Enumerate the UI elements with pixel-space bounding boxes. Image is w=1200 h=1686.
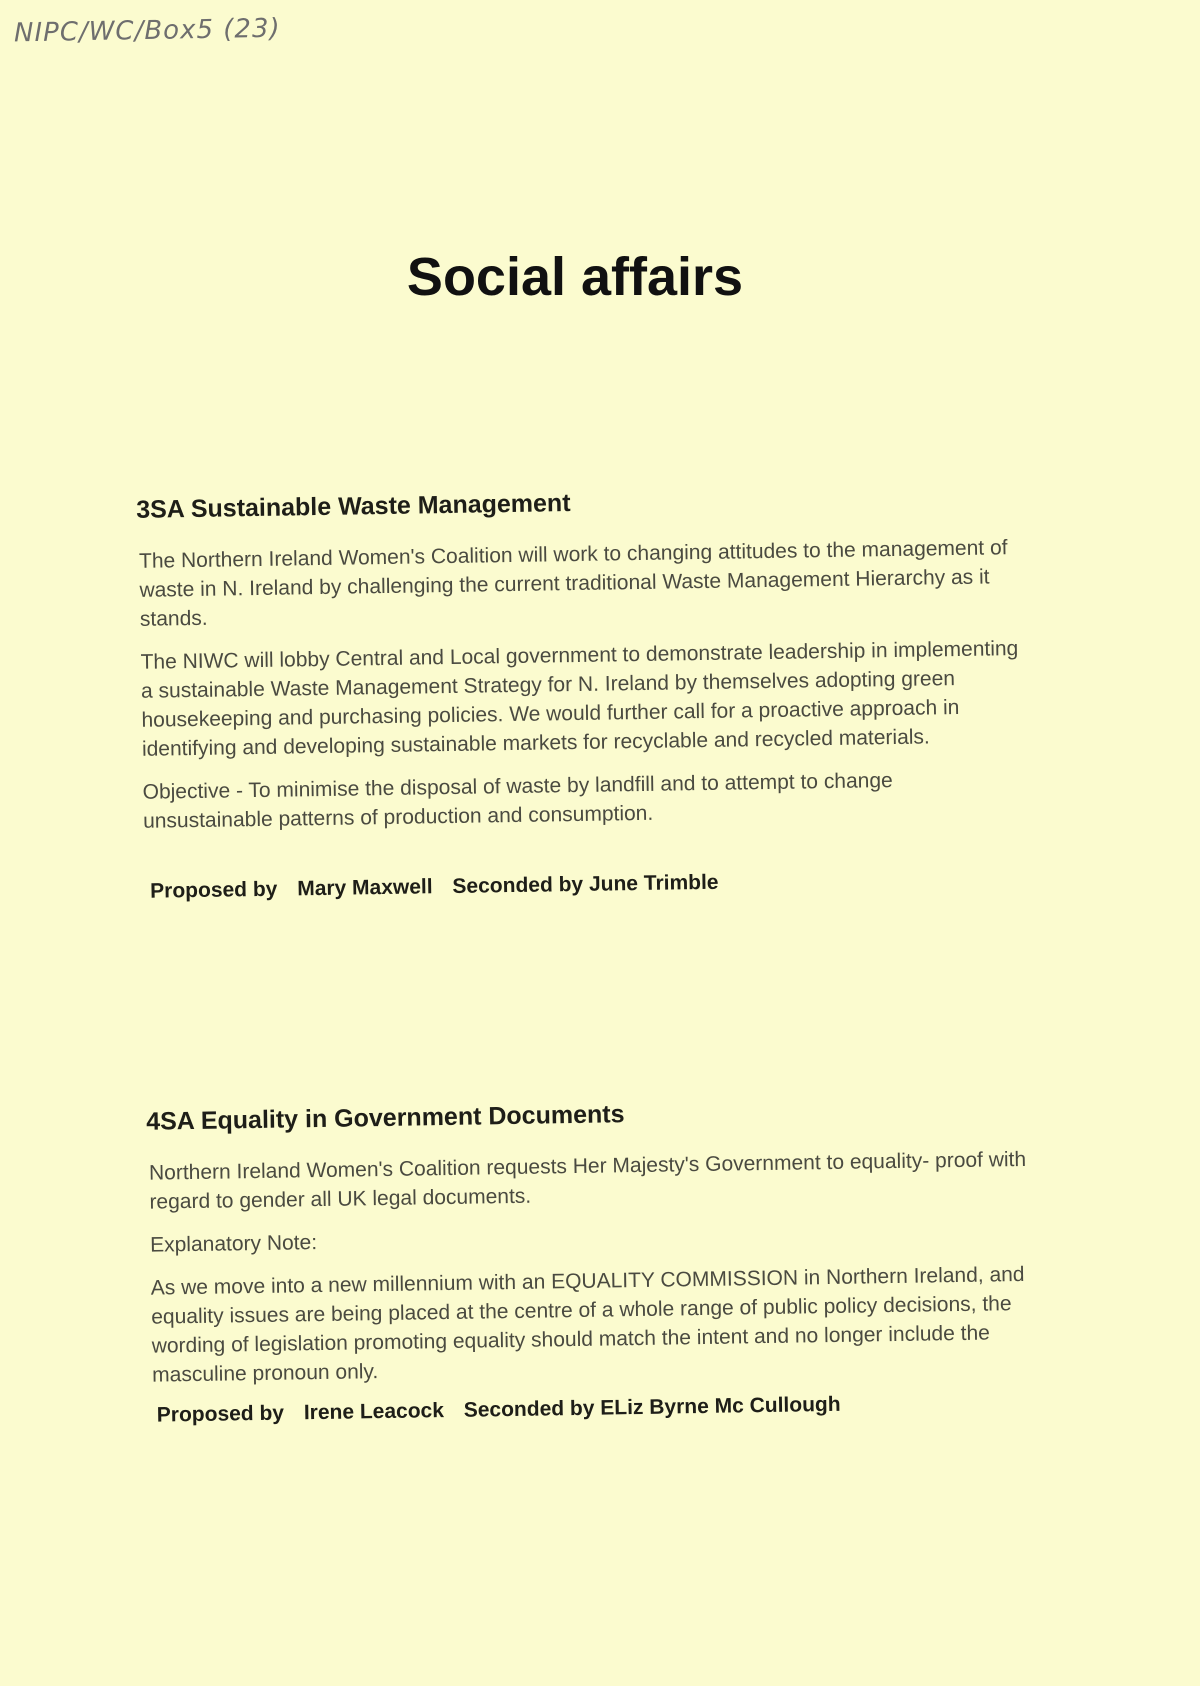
proposed-by-label: Proposed by bbox=[150, 877, 278, 903]
explanatory-note-label: Explanatory Note: bbox=[149, 1231, 318, 1257]
proposer-name: Mary Maxwell bbox=[297, 875, 433, 901]
seconder: Seconded by June Trimble bbox=[452, 870, 719, 898]
seconder: Seconded by ELiz Byrne Mc Cullough bbox=[463, 1392, 841, 1422]
proposal-line bbox=[6, 863, 1200, 906]
paragraph-objective: Objective - To minimise the disposal of waste by landfill and to attempt to change unsustainable patterns of production and consumption. bbox=[142, 769, 893, 833]
proposed-by-label: Proposed by bbox=[156, 1401, 285, 1427]
paragraph: The NIWC will lobby Central and Local government to demonstrate leadership in implementing a sustainable Waste Management Strategy for N. Ireland by themselves adopting green housekeeping and purchasing policies. We would further call for a proactive approach in identifying and developing sustainable markets for recyclable and recycled materials. bbox=[140, 637, 1019, 761]
archive-reference-handwritten: NIPC/WC/Box5 (23) bbox=[13, 13, 281, 49]
motion-section-4sa bbox=[0, 1091, 1200, 1430]
page-title: Social affairs bbox=[406, 247, 744, 308]
section-heading: 4SA Equality in Government Documents bbox=[145, 1100, 625, 1136]
proposer-name: Irene Leacock bbox=[303, 1399, 445, 1425]
paragraph: Northern Ireland Women's Coalition requests Her Majesty's Government to equality- proof with regard to gender all UK legal documents. bbox=[148, 1147, 1027, 1214]
paragraph: The Northern Ireland Women's Coalition will work to changing attitudes to the management of waste in N. Ireland by challenging the current traditional Waste Management Hierarchy as it stands. bbox=[138, 536, 1008, 631]
proposal-line bbox=[5, 1387, 1200, 1430]
section-heading: 3SA Sustainable Waste Management bbox=[135, 489, 571, 524]
motion-section-3sa bbox=[0, 479, 1200, 906]
paragraph: As we move into a new millennium with an EQUALITY COMMISSION in Northern Ireland, and equality issues are being placed at the centre of a whole range of public policy decisions, the wording of legislation promoting equality should match the intent and no longer include the masculine pronoun only. bbox=[150, 1262, 1025, 1387]
